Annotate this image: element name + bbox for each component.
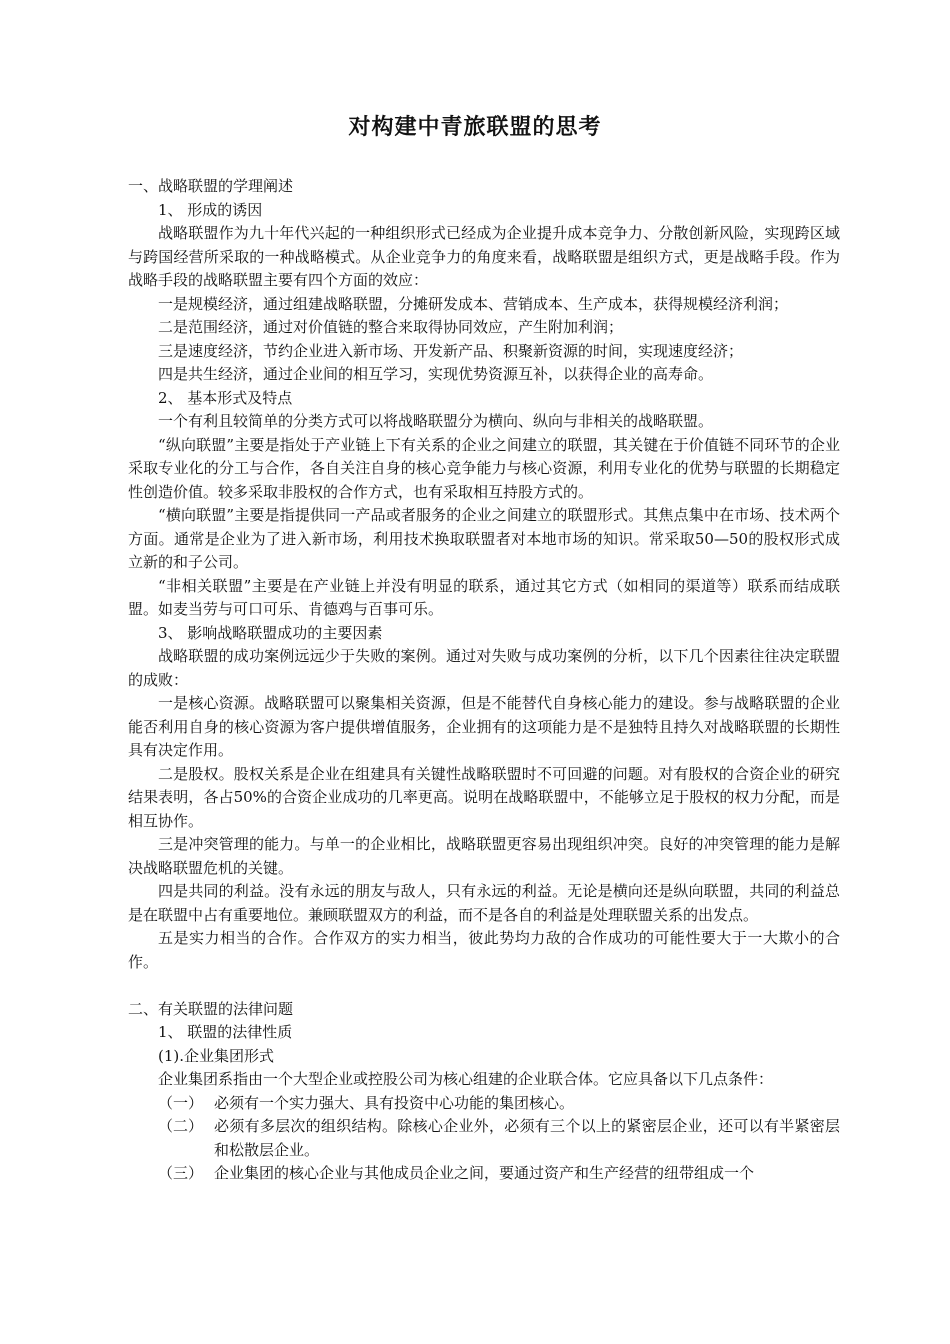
condition-item bbox=[128, 1115, 840, 1162]
subsection-heading: 3、 影响战略联盟成功的主要因素 bbox=[158, 623, 383, 642]
paragraph: 四是共同的利益。没有永远的朋友与敌人，只有永远的利益。无论是横向还是纵向联盟，共同的利益总是在联盟中占有重要地位。兼顾联盟双方的利益，而不是各自的利益是处理联盟关系的出发点。 bbox=[128, 882, 840, 924]
paragraph: 四是共生经济，通过企业间的相互学习，实现优势资源互补，以获得企业的高寿命。 bbox=[158, 365, 714, 383]
spacer bbox=[128, 974, 840, 998]
paragraph: “纵向联盟”主要是指处于产业链上下有关系的企业之间建立的联盟，其关键在于价值链不同环节的企业采取专业化的分工与合作，各自关注自身的核心竞争能力与核心资源，利用专业化的优势与联盟的长期稳定性创造价值。较多采取非股权的合作方式，也有采取相互持股方式的。 bbox=[128, 435, 840, 501]
paragraph: 三是冲突管理的能力。与单一的企业相比，战略联盟更容易出现组织冲突。良好的冲突管理的能力是解决战略联盟危机的关键。 bbox=[128, 835, 840, 877]
paragraph: 战略联盟作为九十年代兴起的一种组织形式已经成为企业提升成本竞争力、分散创新风险，实现跨区域与跨国经营所采取的一种战略模式。从企业竞争力的角度来看，战略联盟是组织方式，更是战略手段。作为战略手段的战略联盟主要有四个方面的效应： bbox=[128, 224, 840, 289]
paragraph: 三是速度经济，节约企业进入新市场、开发新产品、积聚新资源的时间，实现速度经济； bbox=[158, 341, 744, 360]
condition-item bbox=[128, 1162, 840, 1186]
paragraph: 战略联盟的成功案例远远少于失败的案例。通过对失败与成功案例的分析，以下几个因素往往决定联盟的成败： bbox=[128, 647, 840, 689]
section-heading: 二、有关联盟的法律问题 bbox=[128, 999, 294, 1018]
paragraph: 二是股权。股权关系是企业在组建具有关键性战略联盟时不可回避的问题。对有股权的合资企业的研究结果表明，各占50%的合资企业成功的几率更高。说明在战略联盟中，不能够立足于股权的权力分配，而是相互协作。 bbox=[128, 764, 840, 830]
condition-number: （一） bbox=[158, 1093, 204, 1112]
item-heading: (1).企业集团形式 bbox=[158, 1046, 275, 1065]
paragraph: 二是范围经济，通过对价值链的整合来取得协同效应，产生附加利润； bbox=[158, 318, 624, 336]
paragraph: 企业集团系指由一个大型企业或控股公司为核心组建的企业联合体。它应具备以下几点条件： bbox=[158, 1070, 774, 1088]
document-title: 对构建中青旅联盟的思考 bbox=[348, 114, 602, 140]
subsection-heading: 1、 联盟的法律性质 bbox=[158, 1023, 293, 1041]
condition-item bbox=[128, 1092, 840, 1116]
paragraph: “横向联盟”主要是指提供同一产品或者服务的企业之间建立的联盟形式。其焦点集中在市场、技术两个方面。通常是企业为了进入新市场，利用技术换取联盟者对本地市场的知识。常采取50—50的股权形式成立新的和子公司。 bbox=[128, 506, 840, 571]
document-body bbox=[128, 175, 840, 1186]
paragraph: 一个有利且较简单的分类方式可以将战略联盟分为横向、纵向与非相关的战略联盟。 bbox=[158, 412, 714, 430]
section-heading: 一、战略联盟的学理阐述 bbox=[128, 177, 294, 195]
paragraph: 一是核心资源。战略联盟可以聚集相关资源，但是不能替代自身核心能力的建设。参与战略联盟的企业能否利用自身的核心资源为客户提供增值服务，企业拥有的这项能力是不是独特且持久对战略联盟的长期性具有决定作用。 bbox=[128, 694, 840, 759]
condition-number: （二） bbox=[158, 1117, 204, 1135]
subsection-heading: 1、 形成的诱因 bbox=[158, 200, 263, 219]
paragraph: 五是实力相当的合作。合作双方的实力相当，彼此势均力敌的合作成功的可能性要大于一大欺小的合作。 bbox=[128, 929, 840, 971]
paragraph: 一是规模经济，通过组建战略联盟，分摊研发成本、营销成本、生产成本，获得规模经济利润； bbox=[158, 294, 789, 313]
condition-text: 企业集团的核心企业与其他成员企业之间，要通过资产和生产经营的纽带组成一个 bbox=[214, 1164, 755, 1182]
condition-text: 必须有一个实力强大、具有投资中心功能的集团核心。 bbox=[214, 1093, 575, 1112]
paragraph: “非相关联盟”主要是在产业链上并没有明显的联系，通过其它方式（如相同的渠道等）联系而结成联盟。如麦当劳与可口可乐、肯德鸡与百事可乐。 bbox=[128, 576, 840, 618]
condition-text: 必须有多层次的组织结构。除核心企业外，必须有三个以上的紧密层企业，还可以有半紧密层和松散层企业。 bbox=[214, 1117, 840, 1159]
condition-number: （三） bbox=[158, 1164, 204, 1182]
subsection-heading: 2、 基本形式及特点 bbox=[158, 388, 293, 407]
